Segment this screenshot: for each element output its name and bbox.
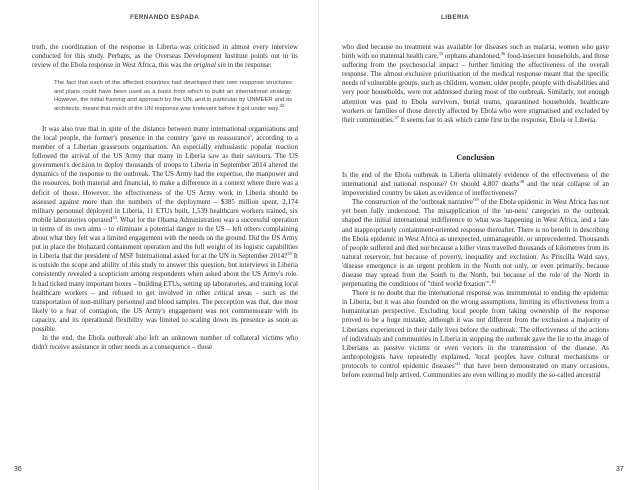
footnote-ref: 38 [519,179,524,185]
right-paragraph-3 [342,198,609,289]
text-run: There is no doubt that the international response was instrumental to ending the epidemic in Liberia, but it was also founded on the wrong assumptions, limiting its effectiveness from a humanitarian perspective. Excluding local people from taking ownership of the response proved to be a huge mistake, although it was not different from the exclusion a majority of Liberians experienced in their daily lives before the outbreak. The effectiveness of the actions of individuals and communities in Liberia in stopping the outbreak gave the lie to the image of Liberians as passive victims or even vectors in the transmission of the disease. As anthropologists have repeatedly explained, 'local peoples have cultural mechanisms or protocols to control epidemic diseases' [342,289,609,370]
text-run: in the response: [225,61,272,70]
footnote-ref: 32 [279,102,285,108]
text-run: It seems fair to ask which came first in the response, Ebola or Liberia. [399,115,597,124]
text-run: It is outside the scope and ability of this study to answer this question, but interviews in Liberia consistently revealed a scepticism among respondents when asked about the US Army's role. It had ticked many important boxes – building ETUs, setting up laboratories, and training local healthcare workers – and refused to get involved in other critical areas – such as the transportation of non-military personnel and blood samples. The perception was that, due most likely to a fear of contagion, the US Army's engagement was not commensurate with its capacity, and its operational flexibility was limited to scaling down its presence as soon as possible. [32,252,298,333]
footnote-ref: 40 [491,279,496,285]
running-head-author: FERNANDO ESPADA [130,14,200,21]
text-run: orphans abandoned, [443,52,501,61]
text-run: Is the end of the Ebola outbreak in Liberia ultimately evidence of the effectiveness of the international and national response? Or should 4,807 deaths [342,170,609,189]
right-paragraph-1 [342,43,609,125]
text-run: that have been demonstrated on many occasions, before external help arrived. Communities are even willing to modify the so-called ancestral [342,361,609,379]
emphasis-text: original sin [193,61,226,70]
footnote-ref: 34 [287,251,292,257]
footnote-ref: 33 [112,214,117,220]
running-head-title: LIBERIA [441,14,469,21]
text-run: and the near collapse of an impoverished country be taken as evidence of ineffectiveness? [342,180,609,198]
left-paragraph-2 [32,125,298,334]
left-paragraph-3: In the end, the Ebola outbreak also left an unknown number of collateral victims who didn't receive assistance in other needs as a consequence – those [32,334,298,352]
footnote-ref: 36 [500,51,506,57]
footnote-ref: 35 [438,51,444,57]
right-page [319,0,638,490]
text-run: who died because no treatment was available for diseases such as malaria, women who gave birth with no maternal health care, [342,43,609,61]
page-number-left: 36 [14,466,22,473]
footnote-ref: 37 [394,114,399,120]
page-number-right: 37 [616,466,624,473]
quote-text: The fact that each of the affected countries had developed their own response structures and plans could have been used as a basis from which to build an international strategy. However, the initial framing and approach by the UN, and in particular by UNMEER and its architects, meant that much of the UN response was irrelevant before it got under way. [54,80,292,112]
block-quote [54,79,292,113]
text-run: . What for the Obama Administration was a successful operation in terms of its own aims – to eliminate a potential danger to the US – left others complaining about what they felt was a limited engagement with the needs on the ground. Did the US Army put in place the biohazard containment operation and the full weight of its logistic capabilities in Liberia that the president of MSF International asked for at the UN in September 2014? [32,215,298,261]
text-run: food-insecure households, and those suffering from the psychosocial impact – further limiting the effectiveness of the overall response. The almost exclusive prioritisation of the medical response meant that the specific needs of vulnerable groups, such as children, women, older people, people with disabilities and very poor households, were not addressed during most of the outbreak. Similarly, not enough attention was paid to Ebola survivors, burial teams, quarantined households, healthcare workers or families of those directly affected by Ebola who were stigmatised and excluded by their communities. [342,52,609,124]
footnote-ref: 41 [455,360,461,366]
left-column [32,43,298,352]
text-run: truth, the coordination of the response in Liberia was criticised in almost every interview conducted for this study. Perhaps, as the Overseas Development Institute points out in its review of the Ebola response in West Africa, this was the [32,43,298,70]
footnote-ref: 39 [474,197,479,203]
right-column [342,43,609,380]
section-heading: Conclusion [456,152,495,162]
right-paragraph-2 [342,171,609,198]
text-run: It was also true that in spite of the distance between many international organisations and the local people, the former's presence in the country 'gave us reassurance', according to a member of a Liberian grassroots organisation. An especially enthusiastic popular reaction followed the arrival of the US Army that many in Liberia saw as their saviours. The US government's decision to deploy thousands of troops to Liberia in September 2014 altered the dynamics of the response to the outbreak. The US Army had the expertise, the manpower and the resources, both material and financial, to make a difference in a context where there was a deficit of those. However, the effectiveness of the US Army work in Liberia should be assessed against more than the numbers of the deployment – $385 million spent, 2,174 military personnel deployed in Liberia, 11 ETUs built, 1,539 healthcare workers trained, six mobile laboratories operated [32,124,298,224]
text-run: The construction of the 'outbreak narrative' [352,198,475,207]
text-run: of the Ebola epidemic in West Africa has not yet been fully understood. The misapplication of the 'un-ness' categories to the outbreak shaped the initial international indifference to what was happening in West Africa, and a late and inappropriately containment-oriented response thereafter. There is no benefit in describing the Ebola epidemic in West Africa as unexpected, unmanageable, or unprecedented. Thousands of people suffered and died not because a killer virus travelled thousands of kilometres from its natural reservoir, but because of poverty, inequality and exclusion. As Priscilla Wald says, 'disease emergence is an urgent problem in the North not only, or even primarily, because disease may spread from the South to the North, but because of the role of the North in perpetuating the conditions of "third world fixation"'. [342,198,609,289]
right-paragraph-4 [342,289,609,380]
left-paragraph-1 [32,43,298,70]
